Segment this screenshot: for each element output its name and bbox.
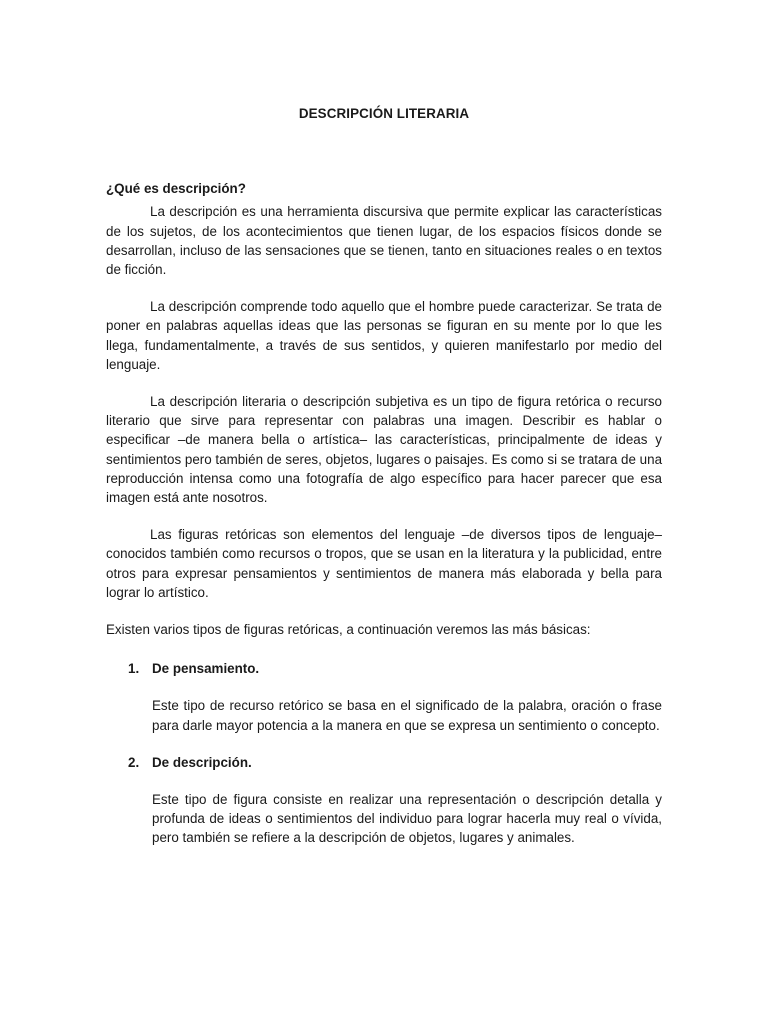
paragraph-4: Las figuras retóricas son elementos del lenguaje –de diversos tipos de lenguaje– conocidos también como recursos o tropos, que se usan en la literatura y la publicidad, entre otros para expresar pensamientos y sentimientos de manera más elaborada y bella para lograr lo artístico. bbox=[106, 527, 662, 600]
list-item-1 bbox=[106, 659, 662, 735]
paragraph-2: La descripción comprende todo aquello que el hombre puede caracterizar. Se trata de poner en palabras aquellas ideas que las personas se figuran en su mente por lo que les llega, fundamentalmente, a través de sus sentidos, y quieren manifestarlo por medio del lenguaje. bbox=[106, 299, 662, 372]
section-question: ¿Qué es descripción? bbox=[106, 181, 246, 197]
list-heading-text-1: De pensamiento. bbox=[152, 661, 260, 677]
list-body-1: Este tipo de recurso retórico se basa en el significado de la palabra, oración o frase para darle mayor potencia a la manera en que se expresa un sentimiento o concepto. bbox=[152, 698, 662, 733]
list-intro: Existen varios tipos de figuras retóricas, a continuación veremos las más básicas: bbox=[106, 622, 591, 638]
list-number-2: 2. bbox=[128, 754, 140, 770]
paragraph-3: La descripción literaria o descripción subjetiva es un tipo de figura retórica o recurso literario que sirve para representar con palabras una imagen. Describir es hablar o especificar –de manera bella o artística– las características, principalmente de ideas y sentimientos pero también de seres, objetos, lugares o paisajes. Es como si se tratara de una reproducción intensa como una fotografía de algo específico para hacer parecer que esa imagen está ante nosotros. bbox=[106, 394, 663, 506]
list-body-2: Este tipo de figura consiste en realizar una representación o descripción detalla y profunda de ideas o sentimientos del individuo para lograr hacerla muy real o vívida, pero también se refiere a la descripción de objetos, lugares y animales. bbox=[152, 792, 662, 846]
list-number-1: 1. bbox=[128, 661, 140, 677]
paragraph-1: La descripción es una herramienta discursiva que permite explicar las características de los sujetos, de los acontecimientos que tienen lugar, de los espacios físicos donde se desarrollan, incluso de las sensaciones que se tienen, tanto en situaciones reales o en textos de ficción. bbox=[106, 204, 662, 278]
document-title: DESCRIPCIÓN LITERARIA bbox=[298, 106, 470, 121]
list-heading-1 bbox=[106, 659, 662, 678]
list-heading-2 bbox=[106, 753, 662, 772]
list-item-2 bbox=[106, 753, 662, 848]
list-heading-text-2: De descripción. bbox=[152, 754, 252, 770]
